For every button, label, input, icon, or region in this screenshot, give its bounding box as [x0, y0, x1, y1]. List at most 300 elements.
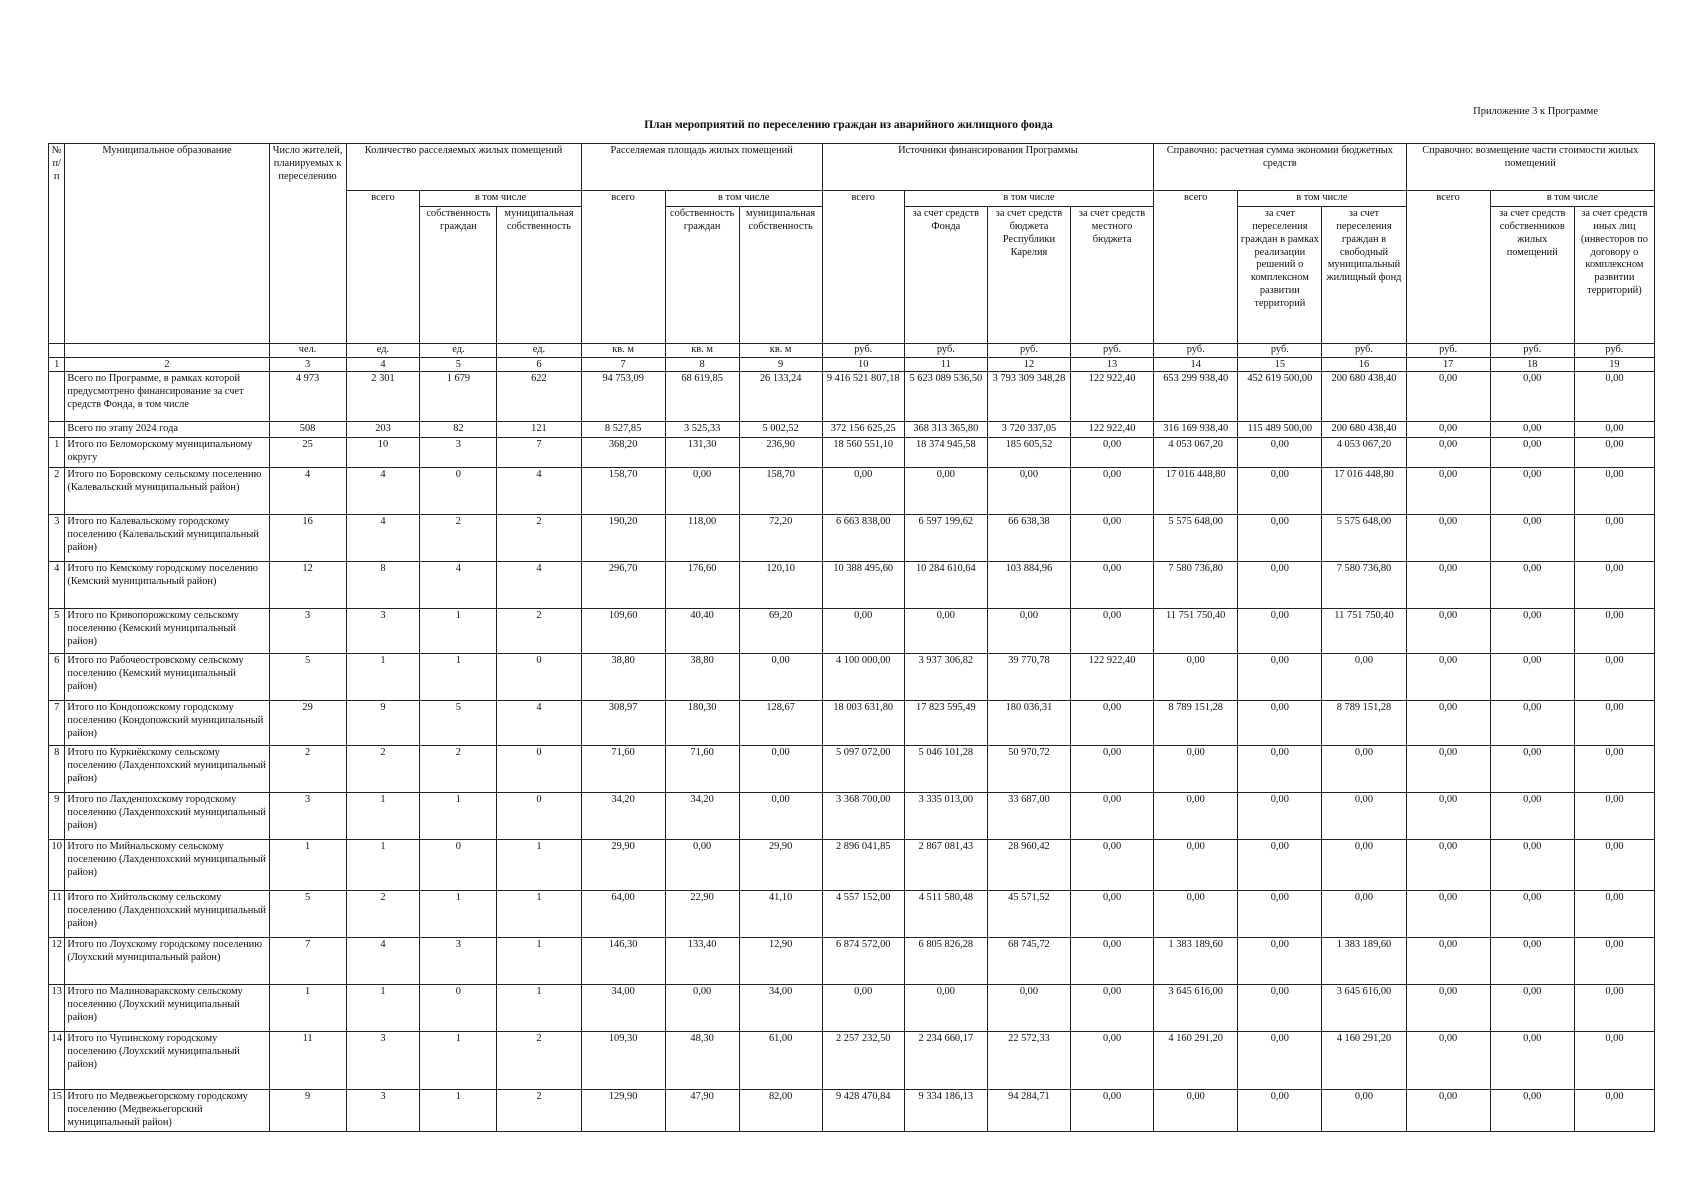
municipality-name: Итого по Кондопожскому городскому поселению (Кондопожский муниципальный район) — [65, 701, 269, 746]
value-cell: 0,00 — [1238, 891, 1322, 938]
value-cell: 5 575 648,00 — [1154, 515, 1238, 562]
column-number: 5 — [420, 357, 497, 371]
value-cell: 66 638,38 — [987, 515, 1070, 562]
value-cell: 11 751 750,40 — [1322, 609, 1406, 654]
value-cell: 2 — [346, 746, 420, 793]
header-row-1 — [49, 144, 1655, 191]
value-cell: 1 — [269, 985, 346, 1032]
value-cell: 29,90 — [739, 840, 822, 891]
table-row — [49, 1090, 1655, 1132]
value-cell: 28 960,42 — [987, 840, 1070, 891]
value-cell: 1 — [497, 938, 581, 985]
column-number: 9 — [739, 357, 822, 371]
value-cell: 0,00 — [1071, 891, 1154, 938]
header-municipality: Муниципальное образование — [65, 144, 269, 344]
value-cell: 6 874 572,00 — [822, 938, 904, 985]
value-cell: 41,10 — [739, 891, 822, 938]
header-savings-free: за счет переселения граждан в свободный муниципальный жилищный фонд — [1322, 206, 1406, 343]
header-no: № п/ п — [49, 144, 65, 344]
column-number: 10 — [822, 357, 904, 371]
table-row — [49, 938, 1655, 985]
value-cell: 10 388 495,60 — [822, 562, 904, 609]
value-cell: 0,00 — [1071, 840, 1154, 891]
row-number: 2 — [49, 468, 65, 515]
value-cell: 2 — [497, 515, 581, 562]
value-cell: 0,00 — [1071, 985, 1154, 1032]
value-cell: 18 560 551,10 — [822, 438, 904, 468]
municipality-name: Итого по Кемскому городскому поселению (Кемский муниципальный район) — [65, 562, 269, 609]
resettlement-plan-table — [48, 143, 1655, 1132]
header-premises-municipal: муниципальная собственность — [497, 206, 581, 343]
value-cell: 0,00 — [1406, 372, 1490, 422]
value-cell: 0,00 — [1574, 515, 1654, 562]
municipality-name: Итого по Лахденпохскому городскому поселению (Лахденпохский муниципальный район) — [65, 793, 269, 840]
table-row — [49, 891, 1655, 938]
municipality-name: Итого по Чупинскому городскому поселению (Лоухский муниципальный район) — [65, 1032, 269, 1090]
value-cell: 1 — [346, 985, 420, 1032]
value-cell: 2 301 — [346, 372, 420, 422]
value-cell: 0,00 — [1574, 468, 1654, 515]
value-cell: 34,20 — [665, 793, 739, 840]
row-number: 6 — [49, 654, 65, 701]
row-number: 10 — [49, 840, 65, 891]
value-cell: 0,00 — [1406, 938, 1490, 985]
value-cell: 2 — [497, 1032, 581, 1090]
municipality-name: Итого по Мийнальскому сельскому поселению (Лахденпохский муниципальный район) — [65, 840, 269, 891]
value-cell: 39 770,78 — [987, 654, 1070, 701]
value-cell: 8 527,85 — [581, 422, 665, 438]
value-cell: 4 973 — [269, 372, 346, 422]
header-area-municipal: муниципальная собственность — [739, 206, 822, 343]
value-cell: 296,70 — [581, 562, 665, 609]
value-cell: 9 — [346, 701, 420, 746]
value-cell: 7 — [497, 438, 581, 468]
value-cell: 4 — [269, 468, 346, 515]
value-cell: 1 — [346, 840, 420, 891]
header-sources-total: всего — [822, 191, 904, 344]
value-cell: 3 645 616,00 — [1322, 985, 1406, 1032]
header-area-group: Расселяемая площадь жилых помещений — [581, 144, 822, 191]
value-cell: 3 793 309 348,28 — [987, 372, 1070, 422]
value-cell: 3 — [269, 793, 346, 840]
column-number: 2 — [65, 357, 269, 371]
value-cell: 0,00 — [1574, 438, 1654, 468]
value-cell: 0,00 — [1406, 1032, 1490, 1090]
value-cell: 122 922,40 — [1071, 372, 1154, 422]
value-cell: 9 428 470,84 — [822, 1090, 904, 1132]
table-row — [49, 562, 1655, 609]
value-cell: 1 — [497, 891, 581, 938]
value-cell: 4 — [346, 515, 420, 562]
row-number: 3 — [49, 515, 65, 562]
unit-cell: кв. м — [581, 343, 665, 357]
value-cell: 5 623 089 536,50 — [904, 372, 987, 422]
unit-cell: руб. — [904, 343, 987, 357]
value-cell: 0,00 — [904, 468, 987, 515]
value-cell: 3 937 306,82 — [904, 654, 987, 701]
unit-cell: руб. — [1322, 343, 1406, 357]
value-cell: 5 097 072,00 — [822, 746, 904, 793]
value-cell: 0,00 — [1490, 468, 1574, 515]
table-row — [49, 438, 1655, 468]
value-cell: 0,00 — [1071, 438, 1154, 468]
value-cell: 3 — [269, 609, 346, 654]
header-sources-including: в том числе — [904, 191, 1153, 207]
value-cell: 29,90 — [581, 840, 665, 891]
value-cell: 0,00 — [1490, 515, 1574, 562]
value-cell: 1 — [420, 1090, 497, 1132]
value-cell: 146,30 — [581, 938, 665, 985]
value-cell: 1 — [420, 609, 497, 654]
value-cell: 0,00 — [987, 609, 1070, 654]
value-cell: 3 — [420, 438, 497, 468]
value-cell: 71,60 — [665, 746, 739, 793]
value-cell: 0,00 — [1154, 654, 1238, 701]
value-cell: 4 160 291,20 — [1322, 1032, 1406, 1090]
value-cell: 0,00 — [1574, 562, 1654, 609]
value-cell: 0,00 — [1574, 938, 1654, 985]
value-cell: 34,00 — [581, 985, 665, 1032]
value-cell: 0 — [497, 746, 581, 793]
unit-cell: ед. — [497, 343, 581, 357]
value-cell: 0,00 — [904, 609, 987, 654]
value-cell: 0,00 — [1238, 562, 1322, 609]
value-cell: 0,00 — [1238, 515, 1322, 562]
value-cell: 0,00 — [1322, 840, 1406, 891]
value-cell: 452 619 500,00 — [1238, 372, 1322, 422]
value-cell: 0,00 — [1238, 1032, 1322, 1090]
value-cell: 4 511 580,48 — [904, 891, 987, 938]
value-cell: 0,00 — [1406, 1090, 1490, 1132]
municipality-name: Итого по Кривопорожскому сельскому поселению (Кемский муниципальный район) — [65, 609, 269, 654]
unit-cell: ед. — [420, 343, 497, 357]
municipality-name: Итого по Беломорскому муниципальному округу — [65, 438, 269, 468]
value-cell: 3 645 616,00 — [1154, 985, 1238, 1032]
value-cell: 1 383 189,60 — [1322, 938, 1406, 985]
row-number: 5 — [49, 609, 65, 654]
value-cell: 0,00 — [1071, 468, 1154, 515]
value-cell: 9 334 186,13 — [904, 1090, 987, 1132]
value-cell: 5 046 101,28 — [904, 746, 987, 793]
column-number: 14 — [1154, 357, 1238, 371]
value-cell: 1 679 — [420, 372, 497, 422]
value-cell: 4 — [346, 468, 420, 515]
value-cell: 0 — [497, 654, 581, 701]
value-cell: 0,00 — [1406, 609, 1490, 654]
row-number: 13 — [49, 985, 65, 1032]
value-cell: 0,00 — [987, 468, 1070, 515]
value-cell: 82 — [420, 422, 497, 438]
unit-cell: руб. — [1490, 343, 1574, 357]
value-cell: 103 884,96 — [987, 562, 1070, 609]
header-area-including: в том числе — [665, 191, 822, 207]
value-cell: 0,00 — [1071, 562, 1154, 609]
value-cell: 0,00 — [1238, 701, 1322, 746]
value-cell: 158,70 — [739, 468, 822, 515]
value-cell: 12 — [269, 562, 346, 609]
header-source-republic: за счет средств бюджета Республики Карелия — [987, 206, 1070, 343]
value-cell: 1 — [346, 793, 420, 840]
value-cell: 121 — [497, 422, 581, 438]
value-cell: 0,00 — [739, 746, 822, 793]
value-cell: 0,00 — [1406, 422, 1490, 438]
value-cell: 2 — [497, 1090, 581, 1132]
value-cell: 0,00 — [665, 840, 739, 891]
value-cell: 0,00 — [1490, 938, 1574, 985]
value-cell: 0,00 — [1071, 793, 1154, 840]
value-cell: 0,00 — [1490, 793, 1574, 840]
value-cell: 0,00 — [1071, 609, 1154, 654]
header-residents: Число жителей, планируемых к переселению — [269, 144, 346, 344]
table-row — [49, 746, 1655, 793]
value-cell: 68 745,72 — [987, 938, 1070, 985]
municipality-name: Итого по Малиноваракскому сельскому поселению (Лоухский муниципальный район) — [65, 985, 269, 1032]
column-number: 19 — [1574, 357, 1654, 371]
value-cell: 0,00 — [1238, 840, 1322, 891]
table-row — [49, 840, 1655, 891]
value-cell: 16 — [269, 515, 346, 562]
value-cell: 508 — [269, 422, 346, 438]
table-row — [49, 422, 1655, 438]
unit-cell: руб. — [1574, 343, 1654, 357]
value-cell: 61,00 — [739, 1032, 822, 1090]
value-cell: 2 — [346, 891, 420, 938]
column-number: 18 — [1490, 357, 1574, 371]
value-cell: 0,00 — [1574, 654, 1654, 701]
value-cell: 9 — [269, 1090, 346, 1132]
value-cell: 0,00 — [1406, 654, 1490, 701]
column-numbers-row — [49, 357, 1655, 371]
value-cell: 368,20 — [581, 438, 665, 468]
value-cell: 200 680 438,40 — [1322, 422, 1406, 438]
value-cell: 47,90 — [665, 1090, 739, 1132]
column-number: 4 — [346, 357, 420, 371]
value-cell: 0 — [497, 793, 581, 840]
value-cell: 38,80 — [581, 654, 665, 701]
value-cell: 0,00 — [1071, 746, 1154, 793]
units-row — [49, 343, 1655, 357]
value-cell: 0,00 — [1071, 515, 1154, 562]
row-number: 8 — [49, 746, 65, 793]
municipality-name: Итого по Куркиёкскому сельскому поселению (Лахденпохский муниципальный район) — [65, 746, 269, 793]
value-cell: 6 663 838,00 — [822, 515, 904, 562]
table-row — [49, 701, 1655, 746]
value-cell: 1 — [497, 985, 581, 1032]
value-cell: 3 368 700,00 — [822, 793, 904, 840]
value-cell: 34,20 — [581, 793, 665, 840]
value-cell: 203 — [346, 422, 420, 438]
value-cell: 0,00 — [1574, 746, 1654, 793]
value-cell: 200 680 438,40 — [1322, 372, 1406, 422]
value-cell: 17 823 595,49 — [904, 701, 987, 746]
value-cell: 7 — [269, 938, 346, 985]
value-cell: 0,00 — [1322, 793, 1406, 840]
value-cell: 0,00 — [1406, 746, 1490, 793]
value-cell: 122 922,40 — [1071, 654, 1154, 701]
row-number: 7 — [49, 701, 65, 746]
header-compensation-total: всего — [1406, 191, 1490, 344]
municipality-name: Итого по Боровскому сельскому поселению (Калевальский муниципальный район) — [65, 468, 269, 515]
value-cell: 3 335 013,00 — [904, 793, 987, 840]
table-row — [49, 372, 1655, 422]
value-cell: 0,00 — [822, 985, 904, 1032]
value-cell: 180,30 — [665, 701, 739, 746]
value-cell: 180 036,31 — [987, 701, 1070, 746]
value-cell: 94 284,71 — [987, 1090, 1070, 1132]
value-cell: 69,20 — [739, 609, 822, 654]
value-cell: 0,00 — [1322, 1090, 1406, 1132]
value-cell: 2 896 041,85 — [822, 840, 904, 891]
column-number: 15 — [1238, 357, 1322, 371]
municipality-name: Итого по Лоухскому городскому поселению (Лоухский муниципальный район) — [65, 938, 269, 985]
value-cell: 0,00 — [1574, 793, 1654, 840]
column-number: 1 — [49, 357, 65, 371]
value-cell: 4 160 291,20 — [1154, 1032, 1238, 1090]
header-compensation-others: за счет средств иных лиц (инвесторов по договору о комплексном развитии территорий) — [1574, 206, 1654, 343]
value-cell: 26 133,24 — [739, 372, 822, 422]
header-savings-total: всего — [1154, 191, 1238, 344]
value-cell: 109,30 — [581, 1032, 665, 1090]
value-cell: 0,00 — [1490, 840, 1574, 891]
municipality-name: Итого по Калевальскому городскому поселению (Калевальский муниципальный район) — [65, 515, 269, 562]
value-cell: 0 — [420, 840, 497, 891]
value-cell: 4 053 067,20 — [1322, 438, 1406, 468]
value-cell: 38,80 — [665, 654, 739, 701]
header-savings-including: в том числе — [1238, 191, 1406, 207]
table-row — [49, 793, 1655, 840]
table-row — [49, 609, 1655, 654]
table-row — [49, 985, 1655, 1032]
value-cell: 10 — [346, 438, 420, 468]
value-cell: 0,00 — [1490, 562, 1574, 609]
header-premises-including: в том числе — [420, 191, 581, 207]
value-cell: 8 789 151,28 — [1154, 701, 1238, 746]
value-cell: 0,00 — [1574, 985, 1654, 1032]
value-cell: 0,00 — [1238, 985, 1322, 1032]
value-cell: 0,00 — [1154, 840, 1238, 891]
value-cell: 0,00 — [1574, 840, 1654, 891]
value-cell: 236,90 — [739, 438, 822, 468]
value-cell: 82,00 — [739, 1090, 822, 1132]
row-number: 1 — [49, 438, 65, 468]
header-area-own: собственность граждан — [665, 206, 739, 343]
value-cell: 653 299 938,40 — [1154, 372, 1238, 422]
value-cell: 0,00 — [739, 654, 822, 701]
value-cell: 2 — [497, 609, 581, 654]
value-cell: 0,00 — [1238, 793, 1322, 840]
value-cell: 0,00 — [1574, 609, 1654, 654]
value-cell: 18 374 945,58 — [904, 438, 987, 468]
value-cell: 176,60 — [665, 562, 739, 609]
header-compensation-group: Справочно: возмещение части стоимости жилых помещений — [1406, 144, 1654, 191]
value-cell: 0,00 — [1574, 372, 1654, 422]
unit-cell: руб. — [1154, 343, 1238, 357]
value-cell: 0,00 — [1322, 891, 1406, 938]
value-cell: 25 — [269, 438, 346, 468]
value-cell: 316 169 938,40 — [1154, 422, 1238, 438]
column-number: 16 — [1322, 357, 1406, 371]
value-cell: 0,00 — [1238, 1090, 1322, 1132]
header-premises-own: собственность граждан — [420, 206, 497, 343]
value-cell: 0,00 — [1238, 609, 1322, 654]
value-cell: 368 313 365,80 — [904, 422, 987, 438]
value-cell: 0,00 — [1238, 938, 1322, 985]
row-number: 11 — [49, 891, 65, 938]
value-cell: 0,00 — [1154, 891, 1238, 938]
value-cell: 71,60 — [581, 746, 665, 793]
column-number: 13 — [1071, 357, 1154, 371]
column-number: 7 — [581, 357, 665, 371]
value-cell: 1 — [346, 654, 420, 701]
value-cell: 4 053 067,20 — [1154, 438, 1238, 468]
value-cell: 4 — [420, 562, 497, 609]
column-number: 17 — [1406, 357, 1490, 371]
value-cell: 5 575 648,00 — [1322, 515, 1406, 562]
value-cell: 0,00 — [1406, 793, 1490, 840]
value-cell: 109,60 — [581, 609, 665, 654]
value-cell: 2 257 232,50 — [822, 1032, 904, 1090]
row-number — [49, 372, 65, 422]
value-cell: 4 — [497, 468, 581, 515]
value-cell: 0,00 — [739, 793, 822, 840]
value-cell: 29 — [269, 701, 346, 746]
value-cell: 0,00 — [1071, 1032, 1154, 1090]
value-cell: 0,00 — [822, 468, 904, 515]
value-cell: 22 572,33 — [987, 1032, 1070, 1090]
value-cell: 1 — [420, 654, 497, 701]
value-cell: 0,00 — [1574, 891, 1654, 938]
value-cell: 3 — [346, 1090, 420, 1132]
value-cell: 3 — [346, 1032, 420, 1090]
value-cell: 68 619,85 — [665, 372, 739, 422]
value-cell: 0,00 — [1071, 1090, 1154, 1132]
value-cell: 4 100 000,00 — [822, 654, 904, 701]
value-cell: 0,00 — [1071, 938, 1154, 985]
value-cell: 5 — [269, 654, 346, 701]
value-cell: 0,00 — [1406, 515, 1490, 562]
value-cell: 0,00 — [1490, 746, 1574, 793]
value-cell: 40,40 — [665, 609, 739, 654]
value-cell: 133,40 — [665, 938, 739, 985]
value-cell: 118,00 — [665, 515, 739, 562]
header-savings-group: Справочно: расчетная сумма экономии бюджетных средств — [1154, 144, 1406, 191]
value-cell: 33 687,00 — [987, 793, 1070, 840]
value-cell: 0,00 — [1322, 746, 1406, 793]
unit-cell: кв. м — [665, 343, 739, 357]
value-cell: 115 489 500,00 — [1238, 422, 1322, 438]
value-cell: 0,00 — [1574, 1090, 1654, 1132]
value-cell: 12,90 — [739, 938, 822, 985]
value-cell: 1 383 189,60 — [1154, 938, 1238, 985]
value-cell: 4 — [346, 938, 420, 985]
value-cell: 0,00 — [904, 985, 987, 1032]
value-cell: 2 — [420, 746, 497, 793]
value-cell: 0,00 — [1490, 372, 1574, 422]
table-row — [49, 468, 1655, 515]
header-savings-complex: за счет переселения граждан в рамках реализации решений о комплексном развитии территорий — [1238, 206, 1322, 343]
municipality-name: Всего по Программе, в рамках которой предусмотрено финансирование за счет средств Фонда, в том числе — [65, 372, 269, 422]
value-cell: 129,90 — [581, 1090, 665, 1132]
value-cell: 0,00 — [1490, 609, 1574, 654]
value-cell: 94 753,09 — [581, 372, 665, 422]
header-sources-group: Источники финансирования Программы — [822, 144, 1153, 191]
value-cell: 185 605,52 — [987, 438, 1070, 468]
municipality-name: Всего по этапу 2024 года — [65, 422, 269, 438]
value-cell: 190,20 — [581, 515, 665, 562]
value-cell: 0,00 — [1490, 438, 1574, 468]
unit-cell: руб. — [1238, 343, 1322, 357]
value-cell: 0,00 — [665, 985, 739, 1032]
